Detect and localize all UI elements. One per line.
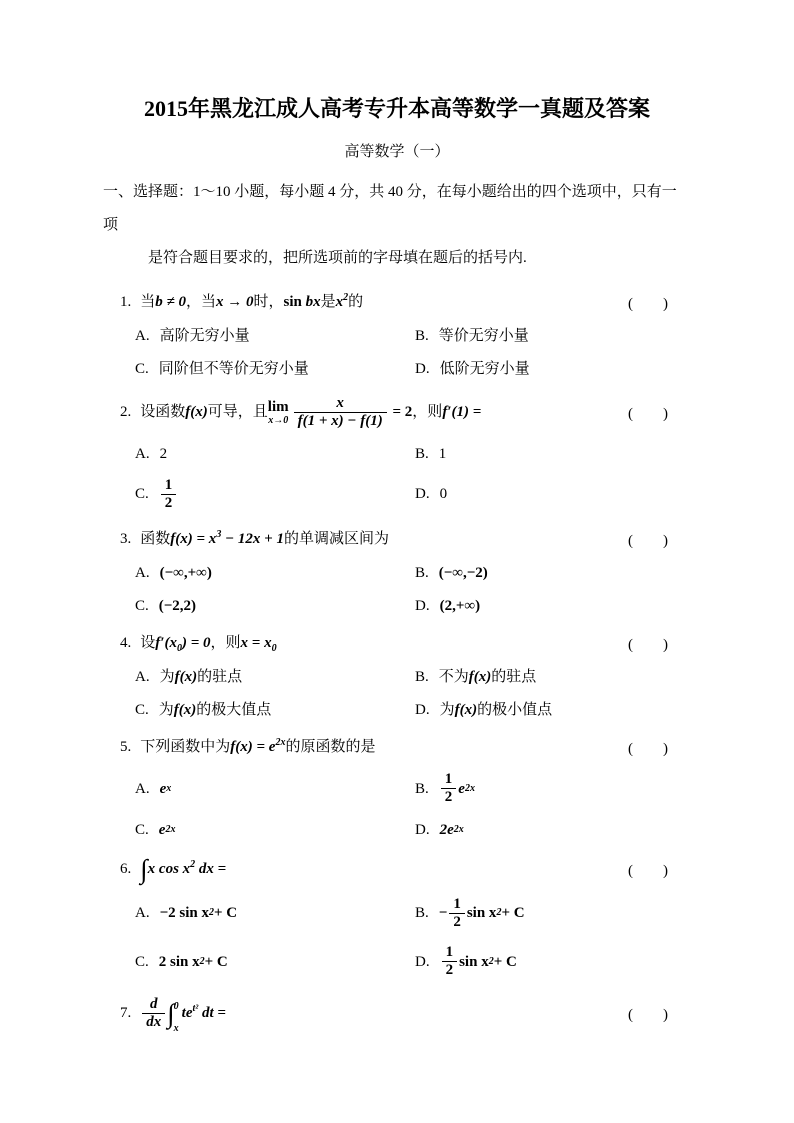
option-b: [415, 326, 691, 346]
math-fraction: [294, 395, 387, 431]
limit-operator: lim: [267, 398, 289, 415]
option-label: C.: [135, 486, 149, 503]
subscript: 0: [176, 643, 182, 654]
question-6: [103, 853, 691, 980]
option-label: C.: [135, 953, 149, 970]
section-instructions: [103, 176, 691, 275]
option-label: B.: [415, 780, 429, 797]
stem-text: 的单调减区间为: [283, 531, 389, 547]
option-d: [415, 359, 691, 379]
math-fraction: [161, 477, 177, 513]
math-expression: f′(x: [155, 635, 177, 651]
superscript: 2: [190, 858, 196, 870]
option-math: + C: [493, 953, 517, 970]
integral-lower-limit: x: [173, 1023, 179, 1035]
option-text: 为: [159, 669, 175, 685]
question-4: [103, 632, 691, 720]
math-expression: dt =: [198, 1004, 226, 1021]
math-expression: dx =: [195, 860, 227, 877]
question-7: [103, 995, 691, 1035]
option-math: f(x): [454, 702, 478, 718]
option-math: + C: [214, 905, 238, 922]
option-text: 的驻点: [197, 669, 243, 685]
math-expression: − 12x + 1: [221, 531, 284, 547]
stem-text: ，则: [210, 635, 241, 651]
question-1: [103, 291, 691, 379]
option-d: [415, 484, 691, 504]
option-text: 低阶无穷小量: [439, 361, 530, 377]
stem-text: 时，: [253, 294, 284, 310]
math-expression: f(x): [185, 404, 208, 421]
minus-sign: −: [438, 905, 448, 922]
answer-bracket: ( ): [628, 532, 668, 549]
option-math: f(x): [174, 669, 198, 685]
option-label: D.: [415, 486, 430, 503]
option-a: A. e x: [135, 780, 172, 797]
question-2: [103, 395, 691, 512]
option-label: A.: [135, 905, 150, 922]
stem-text: 可导，且: [207, 404, 268, 421]
question-number: 5.: [120, 738, 132, 755]
option-c: [135, 596, 415, 616]
stem-text: 的: [348, 294, 364, 310]
math-expression: f(x) = x: [170, 531, 217, 547]
integral-limits: [173, 996, 179, 1035]
option-label: B.: [415, 328, 429, 344]
question-stem: [140, 632, 628, 654]
integral-sign: ∫: [140, 853, 148, 884]
option-text: 0: [439, 486, 448, 503]
math-expression: = 2: [392, 404, 413, 421]
option-a: [135, 444, 415, 464]
option-math: + C: [204, 953, 228, 970]
option-label: C.: [135, 361, 149, 377]
fraction-numerator: x: [336, 395, 344, 411]
option-label: A.: [135, 780, 150, 797]
option-label: C.: [135, 598, 149, 614]
question-number: 2.: [120, 404, 132, 421]
instructions-line-2: 是符合题目要求的，把所选项前的字母填在题后的括号内.: [148, 250, 527, 266]
stem-text: 设函数: [140, 404, 186, 421]
math-expression: ) = 0: [181, 635, 211, 651]
math-expression: b ≠ 0: [155, 294, 186, 310]
option-math: sin x: [459, 953, 489, 970]
question-stem: [140, 291, 628, 313]
option-c: [135, 700, 415, 720]
answer-bracket: ( ): [628, 295, 668, 312]
integral-sign: ∫: [167, 997, 175, 1028]
stem-text: 设: [140, 635, 156, 651]
math-limit: [268, 400, 289, 426]
answer-bracket: ( ): [628, 1006, 668, 1023]
math-expression: f(x) = e: [230, 739, 276, 755]
option-math: e: [159, 780, 167, 797]
option-label: D.: [415, 953, 430, 970]
option-text: 高阶无穷小量: [159, 328, 250, 344]
answer-bracket: ( ): [628, 636, 668, 653]
superscript: 2: [343, 292, 349, 303]
option-label: C.: [135, 821, 149, 838]
option-label: B.: [415, 565, 429, 581]
math-expression: x → 0: [216, 294, 254, 310]
option-text: 同阶但不等价无穷小量: [158, 361, 309, 377]
question-stem: [140, 736, 628, 758]
question-3: [103, 528, 691, 616]
option-label: A.: [135, 669, 150, 685]
superscript: t²: [192, 1002, 199, 1014]
option-text: 为: [158, 702, 174, 718]
math-expression: x: [335, 294, 344, 310]
option-text: 的驻点: [491, 669, 537, 685]
stem-text: 下列函数中为: [140, 739, 231, 755]
option-math: (−2,2): [158, 598, 197, 614]
option-text: 为: [439, 702, 455, 718]
option-label: B.: [415, 445, 429, 462]
fraction-numerator: 1: [444, 771, 453, 787]
option-label: B.: [415, 669, 429, 685]
question-stem: [140, 395, 628, 431]
stem-text: 函数: [140, 531, 171, 547]
question-number: 7.: [120, 1004, 132, 1021]
option-text: 等价无穷小量: [438, 328, 529, 344]
option-text: 1: [438, 445, 447, 462]
math-expression: x cos x: [147, 860, 191, 877]
option-d: [415, 700, 691, 720]
option-math: (2,+∞): [439, 598, 481, 614]
math-expression: bx: [305, 294, 321, 310]
question-5: [103, 736, 691, 840]
option-math: (−∞,−2): [438, 565, 488, 581]
option-text: 2: [159, 445, 168, 462]
math-fraction: [142, 996, 165, 1032]
option-math: + C: [501, 905, 525, 922]
option-b: [415, 563, 691, 583]
option-label: A.: [135, 328, 150, 344]
question-stem: [140, 995, 628, 1035]
option-a: [135, 667, 415, 687]
limit-condition: x→0: [268, 414, 289, 426]
fraction-denominator: 2: [449, 913, 465, 931]
stem-text: ，当: [186, 294, 217, 310]
option-text: 的极大值点: [196, 702, 272, 718]
option-text: 的极小值点: [477, 702, 553, 718]
option-label: A.: [135, 565, 150, 581]
question-number: 3.: [120, 530, 132, 547]
fraction-denominator: f(1 + x) − f(1): [294, 412, 387, 430]
math-expression: te: [181, 1004, 193, 1021]
option-b: B. $\frac{1}{2}$ e 2x: [415, 771, 475, 806]
math-expression: f′(1) =: [442, 404, 482, 421]
option-label: B.: [415, 905, 429, 922]
math-function: sin: [283, 294, 306, 310]
option-b: B. − $\frac{1}{2}$ sin x 2 + C: [415, 895, 525, 930]
option-c: C. 2 sin x 2 + C: [135, 953, 228, 970]
option-a: [135, 326, 415, 346]
option-math: e: [158, 821, 166, 838]
integral-upper-limit: 0: [173, 1001, 179, 1013]
option-label: D.: [415, 702, 430, 718]
fraction-numerator: 1: [445, 944, 454, 960]
stem-text: ，则: [412, 404, 443, 421]
option-d: D. 2e 2x: [415, 821, 464, 838]
question-number: 6.: [120, 860, 132, 877]
option-math: −2 sin x: [159, 905, 209, 922]
question-stem: [140, 528, 628, 550]
option-a: A. −2 sin x 2 + C: [135, 905, 238, 922]
option-math: f(x): [468, 669, 492, 685]
question-number: 4.: [120, 634, 132, 651]
fraction-denominator: 2: [441, 788, 457, 806]
superscript: 3: [216, 529, 222, 540]
option-math: (−∞,+∞): [159, 565, 212, 581]
document-title: 2015年黑龙江成人高考专升本高等数学一真题及答案: [143, 96, 650, 121]
option-math: 2e: [439, 821, 454, 838]
option-c: C. e 2x: [135, 821, 176, 838]
stem-text: 当: [140, 294, 156, 310]
answer-bracket: ( ): [628, 740, 668, 757]
fraction-denominator: 2: [161, 494, 177, 512]
math-expression: x = x: [240, 635, 272, 651]
option-b: [415, 444, 691, 464]
option-label: D.: [415, 361, 430, 377]
question-stem: [140, 853, 628, 884]
option-label: C.: [135, 702, 149, 718]
stem-text: 是: [320, 294, 336, 310]
fraction-denominator: 2: [442, 961, 458, 979]
option-math: f(x): [173, 702, 197, 718]
question-number: 1.: [120, 293, 132, 310]
fraction-numerator: 1: [453, 895, 461, 912]
fraction-numerator: d: [150, 995, 158, 1012]
math-fraction: [442, 944, 458, 980]
math-fraction: [449, 896, 465, 932]
answer-bracket: ( ): [628, 862, 668, 879]
option-a: [135, 563, 415, 583]
option-label: A.: [135, 445, 150, 462]
option-math: 2 sin x: [158, 953, 200, 970]
document-subtitle: 高等数学（一）: [344, 144, 450, 160]
option-text: 不为: [438, 669, 469, 685]
subscript: 0: [271, 643, 277, 654]
option-d: [415, 596, 691, 616]
instructions-line-1: 一、选择题：1～10 小题，每小题 4 分，共 40 分，在每小题给出的四个选项中，只有一项: [103, 184, 677, 233]
fraction-numerator: 1: [164, 476, 173, 493]
option-label: D.: [415, 598, 430, 614]
superscript: 2x: [275, 737, 286, 748]
option-c: [135, 359, 415, 379]
option-label: D.: [415, 821, 430, 838]
option-c: [135, 477, 415, 513]
option-math: e: [458, 780, 465, 797]
fraction-denominator: dx: [142, 1013, 165, 1031]
stem-text: 的原函数的是: [285, 739, 376, 755]
math-fraction: [441, 771, 457, 807]
option-math: sin x: [466, 905, 497, 922]
option-d: D. $\frac{1}{2}$ sin x 2 + C: [415, 944, 517, 979]
option-b: [415, 667, 691, 687]
answer-bracket: ( ): [628, 406, 668, 423]
